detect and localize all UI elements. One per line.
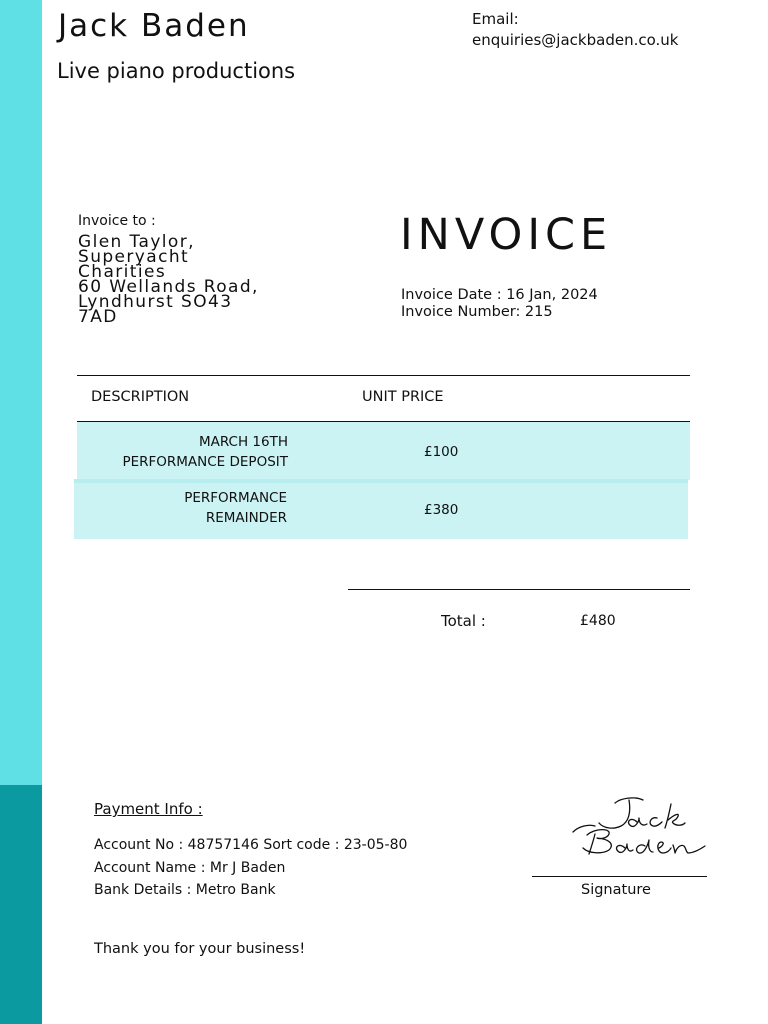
- payment-account-name: Account Name : Mr J Baden: [94, 860, 286, 876]
- total-value: £480: [580, 613, 616, 629]
- payment-info-title: Payment Info :: [94, 800, 203, 818]
- payment-account-line: Account No : 48757146 Sort code : 23-05-80: [94, 837, 408, 853]
- handwritten-signature: [565, 790, 715, 865]
- sidebar-accent-bottom: [0, 785, 42, 1024]
- signature-line: [532, 876, 707, 877]
- row-unit-price: £380: [424, 502, 459, 518]
- description-line: REMAINDER: [205, 510, 287, 526]
- total-label: Total :: [441, 612, 486, 630]
- email-label: Email:: [472, 10, 519, 28]
- payment-bank-details: Bank Details : Metro Bank: [94, 882, 276, 898]
- description-line: MARCH 16TH: [198, 434, 288, 450]
- invoice-number: Invoice Number: 215: [401, 304, 553, 320]
- table-row: [77, 422, 690, 480]
- recipient-line: 60 Wellands Road,: [78, 277, 259, 297]
- description-line: PERFORMANCE DEPOSIT: [122, 454, 288, 470]
- thank-you-note: Thank you for your business!: [94, 941, 306, 957]
- table-top-divider: [77, 375, 690, 376]
- brand-name: Jack Baden: [58, 8, 250, 44]
- recipient-line: Superyacht: [78, 247, 190, 267]
- description-line: PERFORMANCE: [184, 490, 287, 506]
- recipient-line: Charities: [78, 262, 167, 282]
- signature-label: Signature: [581, 882, 651, 898]
- row-unit-price: £100: [424, 444, 459, 460]
- total-divider: [348, 589, 690, 590]
- brand-tagline: Live piano productions: [57, 59, 296, 83]
- recipient-line: Lyndhurst SO43: [78, 292, 233, 312]
- sidebar-accent-top: [0, 0, 42, 785]
- invoice-date: Invoice Date : 16 Jan, 2024: [401, 287, 598, 303]
- invoice-recipient-address: [78, 232, 259, 327]
- row-description: [184, 488, 287, 528]
- column-header-description: DESCRIPTION: [91, 389, 190, 405]
- recipient-line: Glen Taylor,: [78, 232, 195, 252]
- row-description: [122, 432, 288, 472]
- email-address: enquiries@jackbaden.co.uk: [472, 31, 679, 49]
- invoice-to-label: Invoice to :: [78, 213, 156, 229]
- table-row: [74, 483, 688, 539]
- invoice-title: INVOICE: [400, 210, 613, 260]
- column-header-unit-price: UNIT PRICE: [362, 389, 444, 405]
- recipient-line: 7AD: [78, 307, 118, 327]
